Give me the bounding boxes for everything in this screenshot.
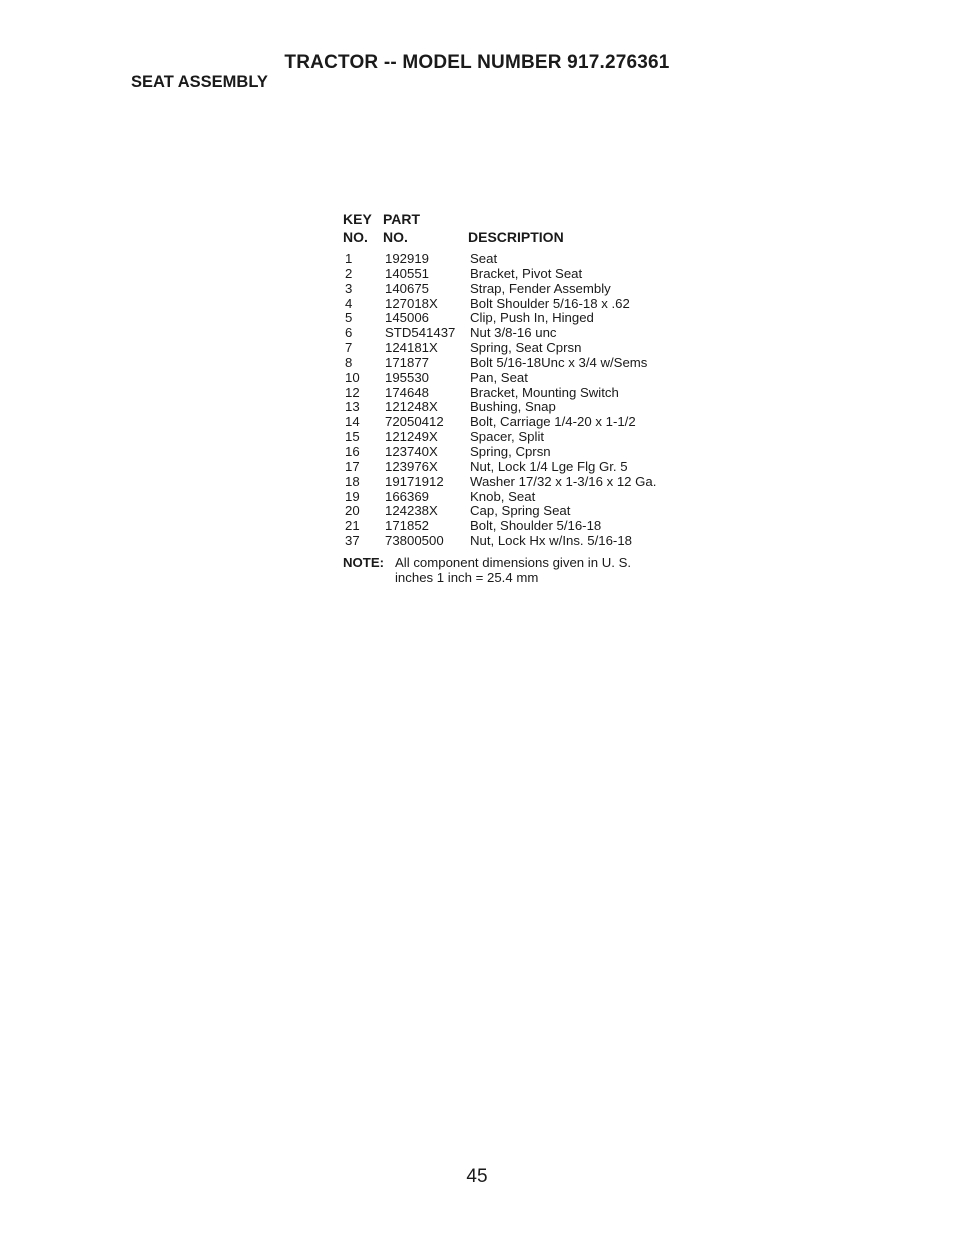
page-title bbox=[0, 52, 954, 74]
part-number-cell: 140551 bbox=[385, 265, 430, 281]
key-header-line2: NO. bbox=[343, 229, 368, 245]
key-cell: 6 bbox=[345, 325, 353, 341]
key-cell: 17 bbox=[345, 458, 360, 474]
description-cell: Knob, Seat bbox=[470, 488, 536, 504]
key-cell: 7 bbox=[345, 340, 353, 356]
part-number-cell: 192919 bbox=[385, 251, 430, 266]
key-cell: 14 bbox=[345, 414, 360, 430]
description-cell: Nut, Lock 1/4 Lge Flg Gr. 5 bbox=[470, 458, 628, 474]
key-cell: 16 bbox=[345, 443, 360, 459]
description-cell: Bolt, Carriage 1/4-20 x 1-1/2 bbox=[470, 414, 636, 430]
description-header: DESCRIPTION bbox=[468, 229, 564, 245]
description-cell: Strap, Fender Assembly bbox=[470, 280, 611, 296]
key-cell: 19 bbox=[345, 488, 360, 504]
part-number-cell: 123740X bbox=[385, 443, 438, 459]
description-cell: Seat bbox=[470, 251, 498, 266]
key-header-line1: KEY bbox=[343, 211, 372, 227]
part-number-cell: 19171912 bbox=[385, 473, 444, 489]
key-cell: 15 bbox=[345, 429, 360, 445]
key-cell: 5 bbox=[345, 310, 353, 326]
part-number-cell: 174648 bbox=[385, 384, 430, 400]
key-cell: 37 bbox=[345, 533, 360, 549]
description-cell: Clip, Push In, Hinged bbox=[470, 310, 594, 326]
key-cell: 21 bbox=[345, 518, 360, 534]
part-number-cell: 72050412 bbox=[385, 414, 444, 430]
key-cell: 8 bbox=[345, 354, 353, 370]
part-number-cell: STD541437 bbox=[385, 325, 456, 341]
part-number-cell: 171877 bbox=[385, 354, 430, 370]
description-cell: Nut, Lock Hx w/Ins. 5/16-18 bbox=[470, 533, 632, 549]
key-cell: 10 bbox=[345, 369, 360, 385]
part-number-cell: 145006 bbox=[385, 310, 430, 326]
description-cell: Bracket, Mounting Switch bbox=[470, 384, 619, 400]
description-cell: Bolt 5/16-18Unc x 3/4 w/Sems bbox=[470, 354, 648, 370]
part-number-cell: 73800500 bbox=[385, 533, 444, 549]
part-header-line1: PART bbox=[383, 211, 421, 227]
part-number-cell: 127018X bbox=[385, 295, 438, 311]
description-cell: Spring, Cprsn bbox=[470, 443, 551, 459]
key-cell: 18 bbox=[345, 473, 360, 489]
key-cell: 4 bbox=[345, 295, 353, 311]
page-title-text: TRACTOR -- MODEL NUMBER 917.276361 bbox=[284, 52, 670, 73]
key-cell: 13 bbox=[345, 399, 360, 415]
description-cell: Bolt Shoulder 5/16-18 x .62 bbox=[470, 295, 630, 311]
part-number-cell: 140675 bbox=[385, 280, 430, 296]
part-number-cell: 124238X bbox=[385, 503, 438, 519]
description-cell: Spring, Seat Cprsn bbox=[470, 340, 582, 356]
part-number-cell: 171852 bbox=[385, 518, 430, 534]
description-cell: Cap, Spring Seat bbox=[470, 503, 571, 519]
description-cell: Nut 3/8-16 unc bbox=[470, 325, 557, 341]
key-cell: 3 bbox=[345, 280, 353, 296]
part-header-line2: NO. bbox=[383, 229, 408, 245]
part-number-cell: 195530 bbox=[385, 369, 430, 385]
description-cell: Bushing, Snap bbox=[470, 399, 556, 415]
note-label: NOTE: bbox=[343, 554, 385, 570]
description-cell: Spacer, Split bbox=[470, 429, 545, 445]
description-cell: Washer 17/32 x 1-3/16 x 12 Ga. bbox=[470, 473, 657, 489]
key-cell: 20 bbox=[345, 503, 360, 519]
note-text: All component dimensions given in U. S. inches 1 inch = 25.4 mm bbox=[395, 554, 632, 585]
description-cell: Bolt, Shoulder 5/16-18 bbox=[470, 518, 602, 534]
description-cell: Bracket, Pivot Seat bbox=[470, 265, 583, 281]
key-cell: 1 bbox=[345, 251, 353, 266]
part-number-cell: 124181X bbox=[385, 340, 438, 356]
part-number-cell: 123976X bbox=[385, 458, 438, 474]
key-cell: 2 bbox=[345, 265, 353, 281]
part-number-cell: 121249X bbox=[385, 429, 438, 445]
part-number-cell: 121248X bbox=[385, 399, 438, 415]
key-cell: 12 bbox=[345, 384, 360, 400]
part-number-cell: 166369 bbox=[385, 488, 430, 504]
section-heading: SEAT ASSEMBLY bbox=[131, 73, 268, 91]
page-number: 45 bbox=[466, 1166, 488, 1187]
description-cell: Pan, Seat bbox=[470, 369, 528, 385]
